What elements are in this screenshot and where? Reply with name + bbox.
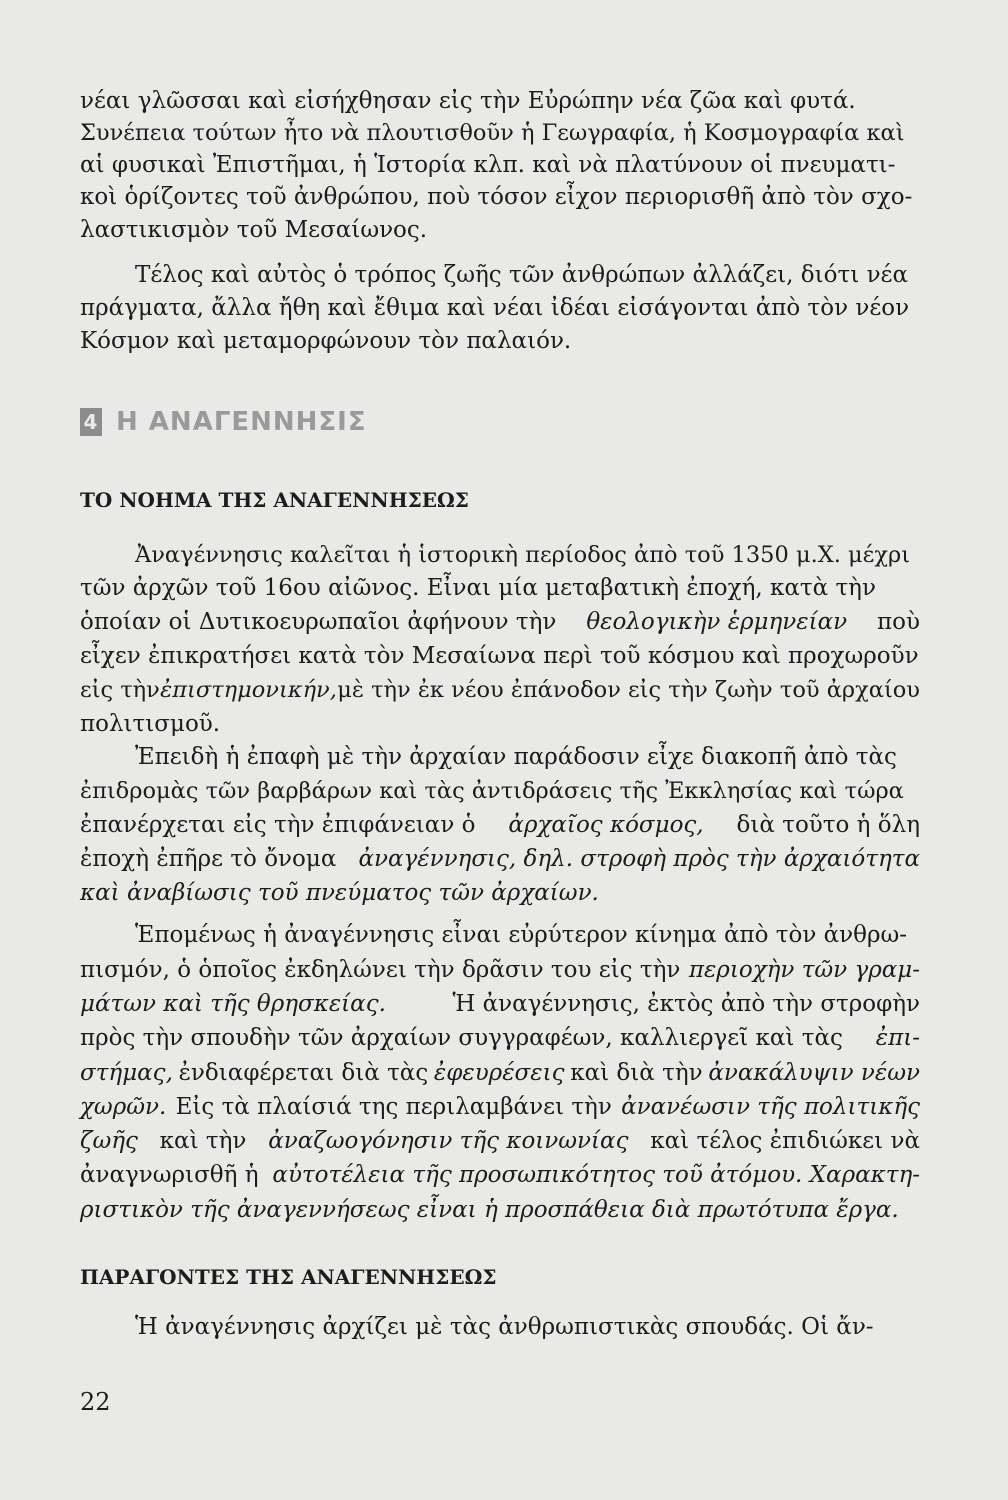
text-fragment: διὰ τοῦτο ἡ ὅλη <box>736 812 920 838</box>
text-fragment: ἀναγνωρισθῆ ἡ <box>80 1162 259 1188</box>
text-line: Ἡ ἀναγέννησις ἀρχίζει μὲ τὰς ἀνθρωπιστικὰς σπουδάς. Οἱ ἄν- <box>135 1314 874 1340</box>
section-heading: ΤΟ ΝΟΗΜΑ ΤΗΣ ΑΝΑΓΕΝΝΗΣΕΩΣ <box>80 488 469 512</box>
text-line: ἐπιδρομὰς τῶν βαρβάρων καὶ τὰς ἀντιδράσεις τῆς Ἐκκλησίας καὶ τώρα <box>80 778 904 804</box>
text-fragment: πισμόν, ὁ ὁποῖος ἐκδηλώνει τὴν δρᾶσιν του εἰς τὴν <box>80 957 681 983</box>
italic-term: στήμας, <box>80 1060 173 1086</box>
text-line: κοὶ ὁρίζοντες τοῦ ἀνθρώπου, ποὺ τόσον εἶχον περιορισθῆ ἀπὸ τὸν σχο- <box>80 184 913 210</box>
text-line <box>80 955 920 986</box>
italic-term: ριστικὸν τῆς ἀναγεννήσεως εἶναι ἡ προσπάθεια διὰ πρωτότυπα ἔργα. <box>80 1197 899 1223</box>
section-heading: ΠΑΡΑΓΟΝΤΕΣ ΤΗΣ ΑΝΑΓΕΝΝΗΣΕΩΣ <box>80 1265 497 1289</box>
text-fragment: εἰς τὴν <box>80 677 160 703</box>
chapter-number: 4 <box>80 408 102 436</box>
text-line: λαστικισμὸν τοῦ Μεσαίωνος. <box>80 217 428 243</box>
text-line: Ἀναγέννησις καλεῖται ἡ ἱστορικὴ περίοδος ἀπὸ τοῦ 1350 μ.Χ. μέχρι <box>135 542 911 568</box>
text-line <box>80 1126 920 1157</box>
text-fragment: ὁποίαν οἱ Δυτικοευρωπαῖοι ἀφήνουν τὴν <box>80 609 557 635</box>
text-fragment: Ἡ ἀναγέννησις, ἐκτὸς ἀπὸ τὴν στροφὴν <box>452 991 920 1017</box>
text-fragment: Εἰς τὰ πλαίσιά της περιλαμβάνει τὴν <box>175 1094 612 1120</box>
text-fragment: πρὸς τὴν σπουδὴν τῶν ἀρχαίων συγγραφέων, καλλιεργεῖ καὶ τὰς <box>80 1025 843 1051</box>
text-line: Ἑπομένως ἡ ἀναγέννησις εἶναι εὐρύτερον κίνημα ἀπὸ τὸν ἀνθρω- <box>135 922 908 948</box>
text-line: πολιτισμοῦ. <box>80 711 221 737</box>
text-fragment: ἐποχὴ ἐπῆρε τὸ ὄνομα <box>80 846 337 872</box>
text-line: Κόσμον καὶ μεταμορφώνουν τὸν παλαιόν. <box>80 328 572 354</box>
text-fragment: μὲ τὴν ἐκ νέου ἐπάνοδον εἰς τὴν ζωὴν τοῦ ἀρχαίου <box>337 677 920 703</box>
text-line <box>80 675 920 706</box>
italic-term: ἀναζωογόνησιν τῆς κοινωνίας <box>268 1128 629 1154</box>
text-line <box>80 844 920 875</box>
text-line <box>80 1023 920 1054</box>
italic-term: ἀρχαῖος κόσμος, <box>508 812 704 838</box>
text-fragment: καὶ τέλος ἐπιδιώκει νὰ <box>650 1128 920 1154</box>
italic-term: ἀνακάλυψιν νέων <box>708 1060 920 1086</box>
italic-term: καὶ ἀναβίωσις τοῦ πνεύματος τῶν ἀρχαίων. <box>80 880 599 906</box>
italic-term: ἀνανέωσιν τῆς πολιτικῆς <box>621 1094 920 1120</box>
text-line <box>80 1058 920 1089</box>
text-line <box>80 607 920 638</box>
text-line <box>80 878 920 909</box>
text-line <box>80 1160 920 1191</box>
text-line: Τέλος καὶ αὐτὸς ὁ τρόπος ζωῆς τῶν ἀνθρώπων ἀλλάζει, διότι νέα <box>135 262 908 288</box>
chapter-title <box>80 402 367 442</box>
text-line: τῶν ἀρχῶν τοῦ 16ου αἰῶνος. Εἶναι μία μεταβατικὴ ἐποχή, κατὰ τὴν <box>80 575 876 601</box>
text-line: πράγματα, ἄλλα ἤθη καὶ ἔθιμα καὶ νέαι ἰδέαι εἰσάγονται ἀπὸ τὸν νέον <box>80 295 910 321</box>
text-line: εἶχεν ἐπικρατήσει κατὰ τὸν Μεσαίωνα περὶ τοῦ κόσμου καὶ προχωροῦν <box>80 643 919 669</box>
italic-term: ἀναγέννησις, δηλ. στροφὴ πρὸς τὴν ἀρχαιότητα <box>358 846 920 872</box>
text-line: Ἐπειδὴ ἡ ἐπαφὴ μὲ τὴν ἀρχαίαν παράδοσιν εἶχε διακοπῆ ἀπὸ τὰς <box>135 744 897 770</box>
italic-term: χωρῶν. <box>80 1094 167 1120</box>
text-fragment: καὶ διὰ τὴν <box>570 1060 703 1086</box>
italic-term: μάτων καὶ τῆς θρησκείας. <box>80 991 386 1017</box>
text-fragment: ἐνδιαφέρεται διὰ τὰς <box>178 1060 429 1086</box>
text-fragment: ποὺ <box>877 609 920 635</box>
text-line <box>80 810 920 841</box>
text-line: νέαι γλῶσσαι καὶ εἰσήχθησαν εἰς τὴν Εὐρώπην νέα ζῶα καὶ φυτά. <box>80 88 856 114</box>
italic-term: αὐτοτέλεια τῆς προσωπικότητος τοῦ ἀτόμου. Χαρακτη- <box>272 1162 920 1188</box>
chapter-title-text: Η ΑΝΑΓΕΝΝΗΣΙΣ <box>116 407 367 437</box>
text-line <box>80 1092 920 1123</box>
text-fragment: καὶ τὴν <box>159 1128 247 1154</box>
italic-term: ζωῆς <box>80 1128 138 1154</box>
italic-term: θεολογικὴν ἑρμηνείαν <box>586 609 848 635</box>
page-number: 22 <box>80 1388 111 1416</box>
italic-term: περιοχὴν τῶν γραμ- <box>688 957 920 983</box>
italic-term: ἐπιστημονικήν, <box>160 677 337 703</box>
text-line <box>80 989 920 1020</box>
text-line <box>80 1195 920 1226</box>
text-fragment: ἐπανέρχεται εἰς τὴν ἐπιφάνειαν ὁ <box>80 812 476 838</box>
italic-term: ἐπι- <box>875 1025 920 1051</box>
text-line: αἱ φυσικαὶ Ἐπιστῆμαι, ἡ Ἱστορία κλπ. καὶ νὰ πλατύνουν οἱ πνευματι- <box>80 152 896 178</box>
italic-term: ἐφευρέσεις <box>433 1060 565 1086</box>
text-line: Συνέπεια τούτων ἦτο νὰ πλουτισθοῦν ἡ Γεωγραφία, ἡ Κοσμογραφία καὶ <box>80 120 905 146</box>
